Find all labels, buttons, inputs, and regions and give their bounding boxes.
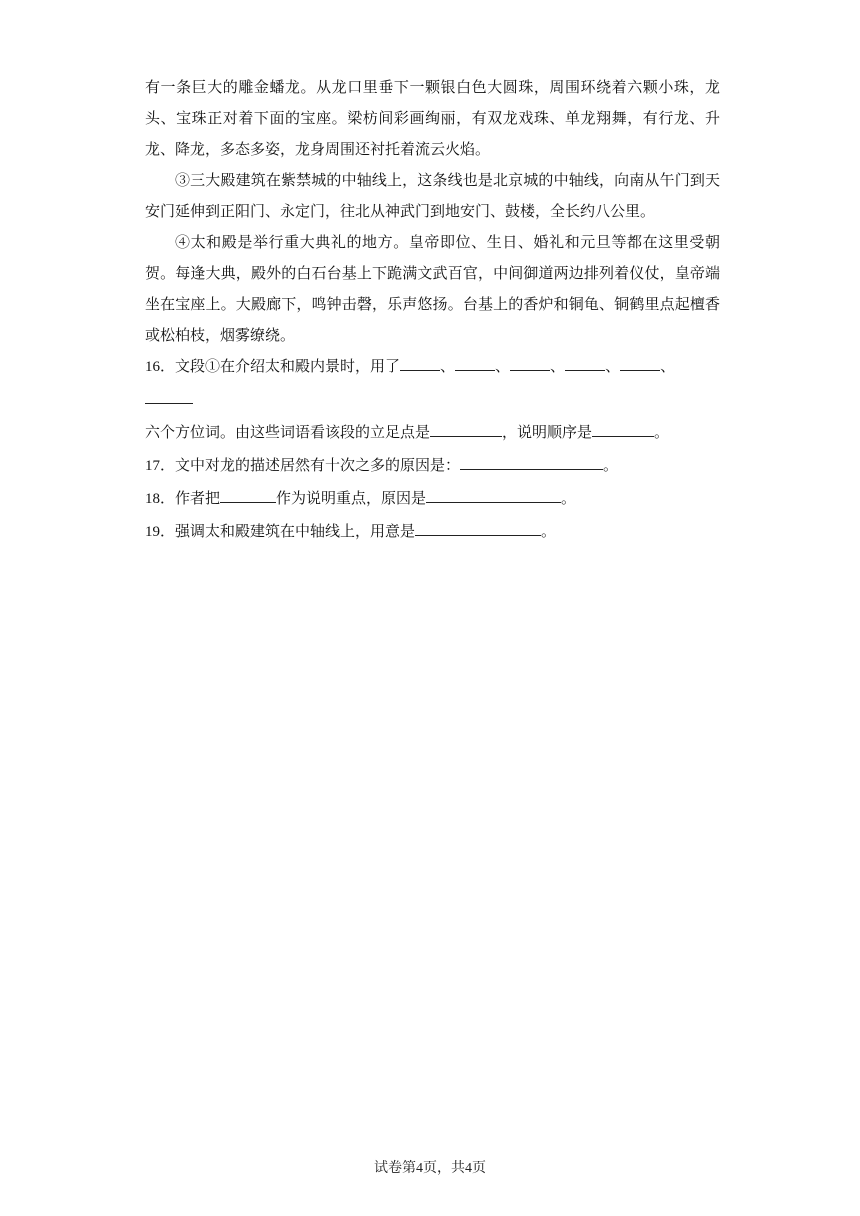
passage-paragraph-1-continued: 有一条巨大的雕金蟠龙。从龙口里垂下一颗银白色大圆珠，周围环绕着六颗小珠，龙头、宝珠正对着下面的宝座。梁枋间彩画绚丽，有双龙戏珠、单龙翔舞，有行龙、升龙、降龙，多态多姿，龙身周围还衬托着流云火焰。	[145, 78, 720, 158]
answer-blank[interactable]	[145, 389, 193, 404]
answer-blank[interactable]	[415, 521, 541, 536]
passage-paragraph-3: ③三大殿建筑在紫禁城的中轴线上，这条线也是北京城的中轴线，向南从午门到天安门延伸到正阳门、永定门，往北从神武门到地安门、鼓楼，全长约八公里。	[145, 171, 720, 220]
answer-blank[interactable]	[400, 356, 440, 371]
answer-blank[interactable]	[565, 356, 605, 371]
question-19	[145, 516, 720, 549]
answer-blank[interactable]	[460, 455, 603, 470]
question-19-text: 19．强调太和殿建筑在中轴线上，用意是	[145, 524, 416, 540]
answer-blank[interactable]	[426, 488, 561, 503]
period: 。	[561, 491, 577, 507]
passage-paragraph-4: ④太和殿是举行重大典礼的地方。皇帝即位、生日、婚礼和元旦等都在这里受朝贺。每逢大典，殿外的白石台基上下跪满文武百官，中间御道两边排列着仪仗，皇帝端坐在宝座上。大殿廊下，鸣钟击磬，乐声悠扬。台基上的香炉和铜龟、铜鹤里点起檀香或松柏枝，烟雾缭绕。	[145, 233, 720, 344]
separator: 、	[495, 359, 511, 375]
exam-page-content	[145, 72, 720, 549]
question-17	[145, 450, 720, 483]
answer-blank[interactable]	[455, 356, 495, 371]
question-list	[145, 351, 720, 549]
answer-blank[interactable]	[430, 422, 502, 437]
question-16-text: 16．文段①在介绍太和殿内景时，用了	[145, 359, 401, 375]
period: 。	[541, 524, 557, 540]
question-17-text: 17．文中对龙的描述居然有十次之多的原因是：	[145, 458, 461, 474]
page-footer: 试卷第4页，共4页	[374, 1161, 486, 1176]
question-16	[145, 351, 720, 450]
reading-passage	[145, 72, 720, 351]
question-16-text-3: ，说明顺序是	[502, 425, 593, 441]
separator: 、	[440, 359, 456, 375]
question-18	[145, 483, 720, 516]
separator: 、	[550, 359, 566, 375]
question-18-text-2: 作为说明重点，原因是	[276, 491, 427, 507]
question-18-text: 18．作者把	[145, 491, 221, 507]
answer-blank[interactable]	[510, 356, 550, 371]
period: 。	[654, 425, 670, 441]
separator: 、	[605, 359, 621, 375]
answer-blank[interactable]	[220, 488, 276, 503]
answer-blank[interactable]	[620, 356, 660, 371]
question-16-text-2: 六个方位词。由这些词语看该段的立足点是	[145, 425, 431, 441]
separator: 、	[660, 359, 676, 375]
answer-blank[interactable]	[592, 422, 654, 437]
period: 。	[603, 458, 619, 474]
